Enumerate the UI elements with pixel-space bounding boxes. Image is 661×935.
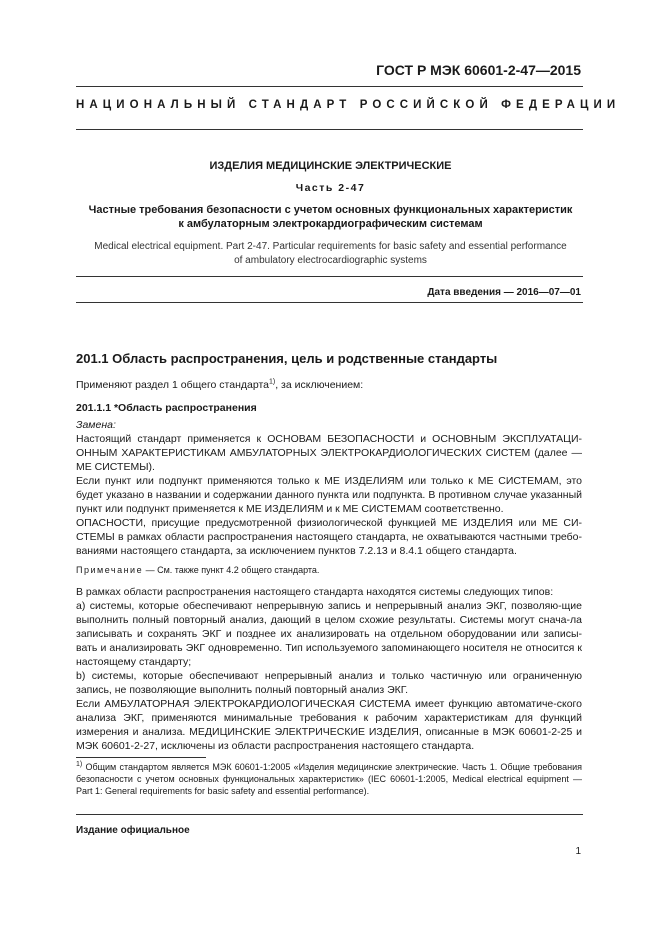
paragraph-4: В рамках области распространения настоящего стандарта находятся системы следующих типов: xyxy=(76,586,554,598)
footnote-reference: 1) xyxy=(268,378,276,386)
document-part: Часть 2-47 xyxy=(295,182,366,194)
intro-rule xyxy=(76,276,583,277)
header-rule-bottom xyxy=(76,129,583,130)
footnote xyxy=(76,761,582,797)
english-title xyxy=(60,240,601,268)
subtitle-line-2: к амбулаторным электрокардиографическим системам xyxy=(178,218,483,230)
document-title: ИЗДЕЛИЯ МЕДИЦИНСКИЕ ЭЛЕКТРИЧЕСКИЕ xyxy=(209,160,452,172)
paragraph-1: Настоящий стандарт применяется к ОСНОВАМ БЕЗОПАСНОСТИ и ОСНОВНЫМ ЭКСПЛУАТАЦИ-ОННЫМ ХАРАКТЕРИСТИКАМ АМБУЛАТОРНЫХ ЭЛЕКТРОКАРДИОЛОГИЧЕСКИХ СИСТЕМ (далее — МЕ СИСТЕМЫ). xyxy=(76,433,582,473)
header-rule xyxy=(76,86,583,87)
paragraph-3: ОПАСНОСТИ, присущие предусмотренной физиологической функцией МЕ ИЗДЕЛИЯ или МЕ СИ-СТЕМЫ в рамках области распространения настоящего стандарта, не охватываются частными требо-ваниями настоящего стандарта, за исключением пунктов 7.2.13 и 8.4.1 общего стандарта. xyxy=(76,517,582,557)
note xyxy=(76,563,582,577)
document-code: ГОСТ Р МЭК 60601-2-47—2015 xyxy=(376,62,581,78)
english-title-line-1: Medical electrical equipment. Part 2-47. Particular requirements for basic safety and essential performance xyxy=(94,241,567,252)
paragraph-7: Если АМБУЛАТОРНАЯ ЭЛЕКТРОКАРДИОЛОГИЧЕСКАЯ СИСТЕМА имеет функцию автоматиче-ского анализа ЭКГ, применяются минимальные требования к рабочим характеристикам для функций измерения и анализа. МЕДИЦИНСКИЕ ЭЛЕКТРИЧЕСКИЕ ИЗДЕЛИЯ, описанные в МЭК 60601-2-25 и МЭК 60601-2-27, исключены из области распространения настоящего стандарта. xyxy=(76,698,582,752)
subsection-heading: 201.1.1 *Область распространения xyxy=(76,402,257,414)
note-text: — См. также пункт 4.2 общего стандарта. xyxy=(143,565,320,575)
subtitle-line-1: Частные требования безопасности с учетом основных функциональных характеристик xyxy=(88,204,573,216)
section-heading: 201.1 Область распространения, цель и родственные стандарты xyxy=(76,351,498,366)
paragraph-5: а) системы, которые обеспечивают непрерывную запись и непрерывный анализ ЭКГ, позволяю-щие выполнить полный повторный анализ, дающий в целом схожие результаты. Системы могут снача-ла записывать и сохранять ЭКГ и позднее их анализировать на отдельном оборудовании или записы-вать и анализировать ЭКГ одновременно. Тип используемого запоминающего носителя не относится к настоящему стандарту; xyxy=(76,600,582,668)
introduction-date: Дата введения — 2016—07—01 xyxy=(427,287,581,298)
paragraph-2: Если пункт или подпункт применяются только к МЕ ИЗДЕЛИЯМ или только к МЕ СИСТЕМАМ, это будет указано в названии и содержании данного пункта или подпункта. В противном случае указанный пункт или подпункт применяется к МЕ ИЗДЕЛИЯМ и к МЕ СИСТЕМАМ соответственно. xyxy=(76,475,582,515)
english-title-line-2: of ambulatory electrocardiographic systems xyxy=(234,255,427,266)
footnote-text: Общим стандартом является МЭК 60601-1:2005 «Изделия медицинские электрические. Часть 1. Общие требования безопасности с учетом основных функциональных характеристик» (IEC 60601-1:2005, Medical electrical equipment — Part 1: General requirements for basic safety and essential performance). xyxy=(76,762,582,796)
footnote-rule xyxy=(76,757,206,758)
intro-rule-bottom xyxy=(76,302,583,303)
national-standard-label: НАЦИОНАЛЬНЫЙ СТАНДАРТ РОССИЙСКОЙ ФЕДЕРАЦИИ xyxy=(76,99,621,111)
edition-label: Издание официальное xyxy=(76,825,190,836)
section-intro-text: Применяют раздел 1 общего стандарта xyxy=(76,379,269,391)
footer-rule xyxy=(76,814,583,815)
page-number: 1 xyxy=(575,846,581,857)
section-intro-tail: , за исключением: xyxy=(275,379,364,391)
footnote-marker: 1) xyxy=(76,761,83,768)
document-subtitle xyxy=(60,203,601,231)
replacement-label: Замена: xyxy=(76,419,116,431)
note-label: Примечание xyxy=(76,565,144,575)
paragraph-6: b) системы, которые обеспечивают непрерывный анализ и только частичную или ограниченную запись, не позволяющие выполнить полный повторный анализ ЭКГ. xyxy=(76,670,582,696)
section-intro xyxy=(76,378,582,392)
section-body xyxy=(76,432,582,753)
